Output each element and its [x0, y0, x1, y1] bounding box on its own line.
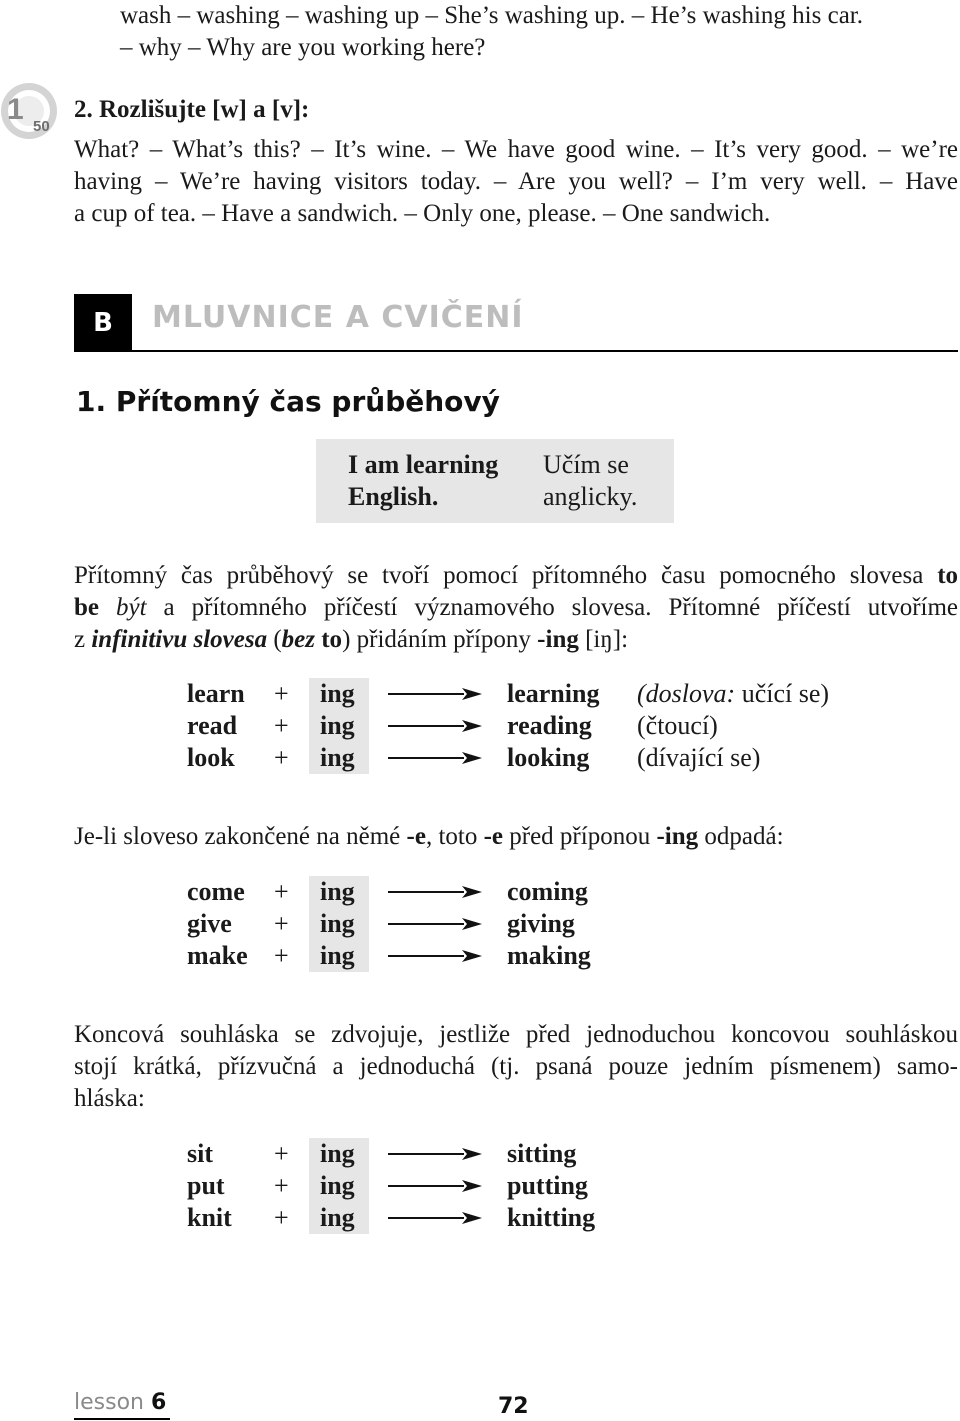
para1-text: ) přidáním přípony [342, 626, 531, 653]
ing-suffix: ing [320, 711, 355, 740]
footer-lesson-word: lesson [74, 1390, 144, 1415]
exercise-2-line-2: having – We’re having visitors today. – Are you well? – I’m very well. – Have [74, 168, 958, 195]
track-main-number: 1 [7, 93, 24, 126]
arrow-right-icon [388, 916, 482, 932]
grammar-heading: 1. Přítomný čas průběhový [76, 385, 500, 418]
example-english-line-2: English. [348, 482, 439, 511]
example-box [316, 439, 674, 523]
example-english-line-1: I am learning [348, 450, 499, 479]
gloss-italic: (doslova: [637, 679, 736, 708]
verb-base: learn [187, 679, 245, 708]
para1-bold-to: to [937, 562, 959, 589]
verb-result: giving [507, 909, 575, 938]
gloss-text: učící se) [741, 679, 830, 708]
verb-base: make [187, 941, 248, 970]
para1-text: Přítomný čas průběhový se tvoří pomocí přítomného času pomocného slovesa [74, 562, 924, 589]
conjugation-row [0, 1170, 960, 1202]
arrow-right-icon [388, 718, 482, 734]
arrow-right-icon [388, 948, 482, 964]
para1-text: a přítomného příčestí významového slovesa. Přítomné příčestí utvoříme [163, 594, 959, 621]
para1-line-1 [74, 560, 958, 592]
plus-sign: + [274, 1203, 289, 1232]
audio-track-badge [0, 82, 62, 140]
arrow-right-icon [388, 1146, 482, 1162]
para3-line-3: hláska: [74, 1085, 145, 1112]
arrow-right-icon [388, 1210, 482, 1226]
para1-paren: ( [273, 626, 282, 653]
ing-suffix: ing [320, 1139, 355, 1168]
conjugation-row [0, 742, 960, 774]
plus-sign: + [274, 877, 289, 906]
para2-bold-e: -e [406, 823, 426, 850]
para2-text: Je-li sloveso zakončené na němé [74, 823, 401, 850]
conjugation-row [0, 710, 960, 742]
conjugation-row [0, 876, 960, 908]
para3-line-2: stojí krátká, přízvučná a jednoduchá (tj. psaná pouze jedním písmenem) samo- [74, 1053, 958, 1080]
arrow-right-icon [388, 1178, 482, 1194]
track-sub-number: 50 [33, 118, 50, 135]
para1-italic-byt: být [116, 594, 147, 621]
verb-result: knitting [507, 1203, 596, 1232]
example-czech-line-2: anglicky. [543, 482, 638, 511]
ing-suffix: ing [320, 1171, 355, 1200]
verb-gloss: (dívající se) [637, 743, 761, 772]
para3-line-1: Koncová souhláska se zdvojuje, jestliže před jednoduchou koncovou souhláskou [74, 1021, 958, 1048]
conjugation-row [0, 678, 960, 710]
section-rule [132, 350, 958, 352]
verb-base: come [187, 877, 245, 906]
para1-bold-be: be [74, 594, 99, 621]
verb-base: sit [187, 1139, 213, 1168]
conjugation-row [0, 908, 960, 940]
para2-bold-ing: -ing [656, 823, 699, 850]
verb-gloss: (čtoucí) [637, 711, 718, 740]
para2 [74, 821, 784, 853]
conjugation-row [0, 1138, 960, 1170]
verb-result: reading [507, 711, 592, 740]
plus-sign: + [274, 909, 289, 938]
verb-result: coming [507, 877, 588, 906]
top-line-2: – why – Why are you working here? [120, 34, 486, 61]
para1-text: z [74, 626, 86, 653]
para1-bold-to: to [321, 626, 343, 653]
para1-bold-italic-infinitive: infinitivu slovesa [91, 626, 268, 653]
exercise-2-line-3: a cup of tea. – Have a sandwich. – Only one, please. – One sandwich. [74, 200, 771, 227]
footer-lesson-label [74, 1390, 166, 1415]
arrow-right-icon [388, 750, 482, 766]
example-czech-line-1: Učím se [543, 450, 629, 479]
footer-rule [74, 1418, 170, 1420]
ing-suffix: ing [320, 877, 355, 906]
ing-suffix: ing [320, 941, 355, 970]
cd-track-icon [0, 82, 62, 140]
ing-suffix: ing [320, 1203, 355, 1232]
para2-text: odpadá: [704, 823, 784, 850]
plus-sign: + [274, 679, 289, 708]
arrow-right-icon [388, 884, 482, 900]
plus-sign: + [274, 743, 289, 772]
para2-bold-e: -e [483, 823, 504, 850]
verb-result: making [507, 941, 591, 970]
para1-phonetic: [iŋ]: [585, 626, 629, 653]
section-letter-box: B [74, 294, 132, 352]
conjugation-row [0, 940, 960, 972]
para1-bold-italic-bez: bez [281, 626, 315, 653]
section-title: MLUVNICE A CVIČENÍ [152, 300, 524, 335]
verb-base: put [187, 1171, 225, 1200]
para1-line-3 [74, 624, 628, 656]
para1-bold-ing: -ing [537, 626, 579, 653]
page-number: 72 [498, 1394, 529, 1419]
verb-base: read [187, 711, 238, 740]
verb-result: learning [507, 679, 600, 708]
para1-line-2 [74, 592, 958, 624]
verb-base: look [187, 743, 235, 772]
example-english [348, 449, 498, 513]
verb-result: sitting [507, 1139, 577, 1168]
exercise-2-line-1: What? – What’s this? – It’s wine. – We have good wine. – It’s very good. – we’re [74, 136, 958, 163]
para2-text: , toto [425, 823, 478, 850]
ing-suffix: ing [320, 909, 355, 938]
plus-sign: + [274, 1171, 289, 1200]
verb-base: give [187, 909, 232, 938]
plus-sign: + [274, 711, 289, 740]
para2-text: před příponou [509, 823, 651, 850]
conjugation-row [0, 1202, 960, 1234]
verb-result: putting [507, 1171, 588, 1200]
ing-suffix: ing [320, 679, 355, 708]
top-line-1: wash – washing – washing up – She’s washing up. – He’s washing his car. [120, 2, 863, 29]
plus-sign: + [274, 941, 289, 970]
ing-suffix: ing [320, 743, 355, 772]
verb-gloss [637, 678, 829, 710]
footer-lesson-number: 6 [150, 1390, 167, 1415]
example-czech [543, 449, 637, 513]
verb-base: knit [187, 1203, 232, 1232]
exercise-2-title: 2. Rozlišujte [w] a [v]: [74, 96, 310, 123]
verb-result: looking [507, 743, 590, 772]
plus-sign: + [274, 1139, 289, 1168]
arrow-right-icon [388, 686, 482, 702]
